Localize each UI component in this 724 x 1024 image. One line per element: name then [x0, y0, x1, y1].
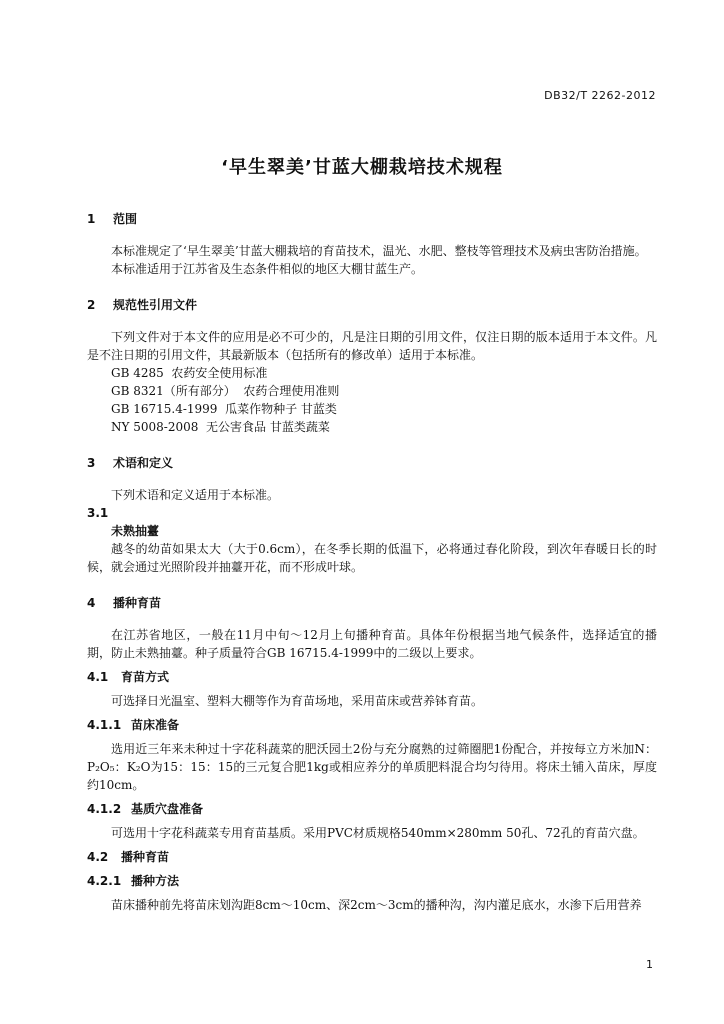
- section-title: 术语和定义: [113, 456, 174, 470]
- section-title: 播种育苗: [121, 850, 170, 864]
- page-number: 1: [646, 958, 653, 971]
- paragraph: 本标准适用于江苏省及生态条件相似的地区大棚甘蓝生产。: [111, 262, 424, 276]
- section-title: 范围: [113, 212, 138, 226]
- section-number: 4.1.1: [87, 718, 122, 732]
- section-title: 播种育苗: [113, 596, 162, 610]
- term-number: 3.1: [87, 506, 109, 520]
- section-number: 1: [87, 212, 96, 226]
- reference-item: GB 8321（所有部分） 农药合理使用准则: [111, 384, 340, 398]
- section-number: 4.1: [87, 670, 109, 684]
- section-title: 播种方法: [131, 874, 180, 888]
- section-number: 4.1.2: [87, 802, 122, 816]
- section-heading-3: [87, 454, 657, 472]
- paragraph: 苗床播种前先将苗床划沟距8cm～10cm、深2cm～3cm的播种沟，沟内灌足底水，水渗下后用营养: [111, 898, 642, 912]
- section-number: 4: [87, 596, 96, 610]
- paragraph: 本标准规定了‘早生翠美’甘蓝大棚栽培的育苗技术，温光、水肥、整枝等管理技术及病虫害防治措施。: [111, 244, 647, 258]
- reference-item: GB 4285 农药安全使用标准: [111, 366, 268, 380]
- section-title: 基质穴盘准备: [131, 802, 204, 816]
- section-number: 3: [87, 456, 96, 470]
- section-title: 育苗方式: [121, 670, 170, 684]
- section-title: 规范性引用文件: [113, 298, 198, 312]
- term-definition: 越冬的幼苗如果太大（大于0.6cm），在冬季长期的低温下，必将通过春化阶段，到次年春暖日长的时候，就会通过光照阶段并抽薹开花，而不形成叶球。: [87, 542, 657, 574]
- paragraph: 可选择日光温室、塑料大棚等作为育苗场地，采用苗床或营养钵育苗。: [111, 694, 484, 708]
- reference-item: NY 5008-2008 无公害食品 甘蓝类蔬菜: [111, 420, 330, 434]
- paragraph: 在江苏省地区，一般在11月中旬～12月上旬播种育苗。具体年份根据当地气候条件，选择适宜的播期，防止未熟抽薹。种子质量符合GB 16715.4-1999中的二级以上要求。: [87, 628, 657, 660]
- term-name: 未熟抽薹: [111, 524, 160, 538]
- paragraph: 可选用十字花科蔬菜专用育苗基质。采用PVC材质规格540mm×280mm 50孔、72孔的育苗穴盘。: [111, 826, 645, 840]
- section-title: 苗床准备: [131, 718, 180, 732]
- subsection-heading-4-2: [87, 848, 657, 866]
- subsection-heading-4-1-2: [87, 800, 657, 818]
- reference-item: GB 16715.4-1999 瓜菜作物种子 甘蓝类: [111, 402, 337, 416]
- paragraph: 选用近三年来未种过十字花科蔬菜的肥沃园土2份与充分腐熟的过筛圈肥1份配合，并按每立方米加N：P₂O₅：K₂O为15：15：15的三元复合肥1kg或相应养分的单质肥料混合均匀待用。将床土铺入苗床，厚度约10cm。: [87, 742, 657, 792]
- document-title: ‘早生翠美’甘蓝大棚栽培技术规程: [221, 157, 503, 178]
- section-heading-1: [87, 210, 657, 228]
- document-code: DB32/T 2262-2012: [544, 89, 656, 102]
- section-number: 4.2: [87, 850, 109, 864]
- subsection-heading-4-1: [87, 668, 657, 686]
- paragraph: 下列术语和定义适用于本标准。: [111, 488, 280, 502]
- subsection-heading-4-2-1: [87, 872, 657, 890]
- section-number: 2: [87, 298, 96, 312]
- paragraph: 下列文件对于本文件的应用是必不可少的，凡是注日期的引用文件，仅注日期的版本适用于本文件。凡是不注日期的引用文件，其最新版本（包括所有的修改单）适用于本标准。: [87, 330, 657, 362]
- section-heading-2: [87, 296, 657, 314]
- subsection-heading-4-1-1: [87, 716, 657, 734]
- section-heading-4: [87, 594, 657, 612]
- section-number: 4.2.1: [87, 874, 122, 888]
- document-body: [87, 210, 657, 914]
